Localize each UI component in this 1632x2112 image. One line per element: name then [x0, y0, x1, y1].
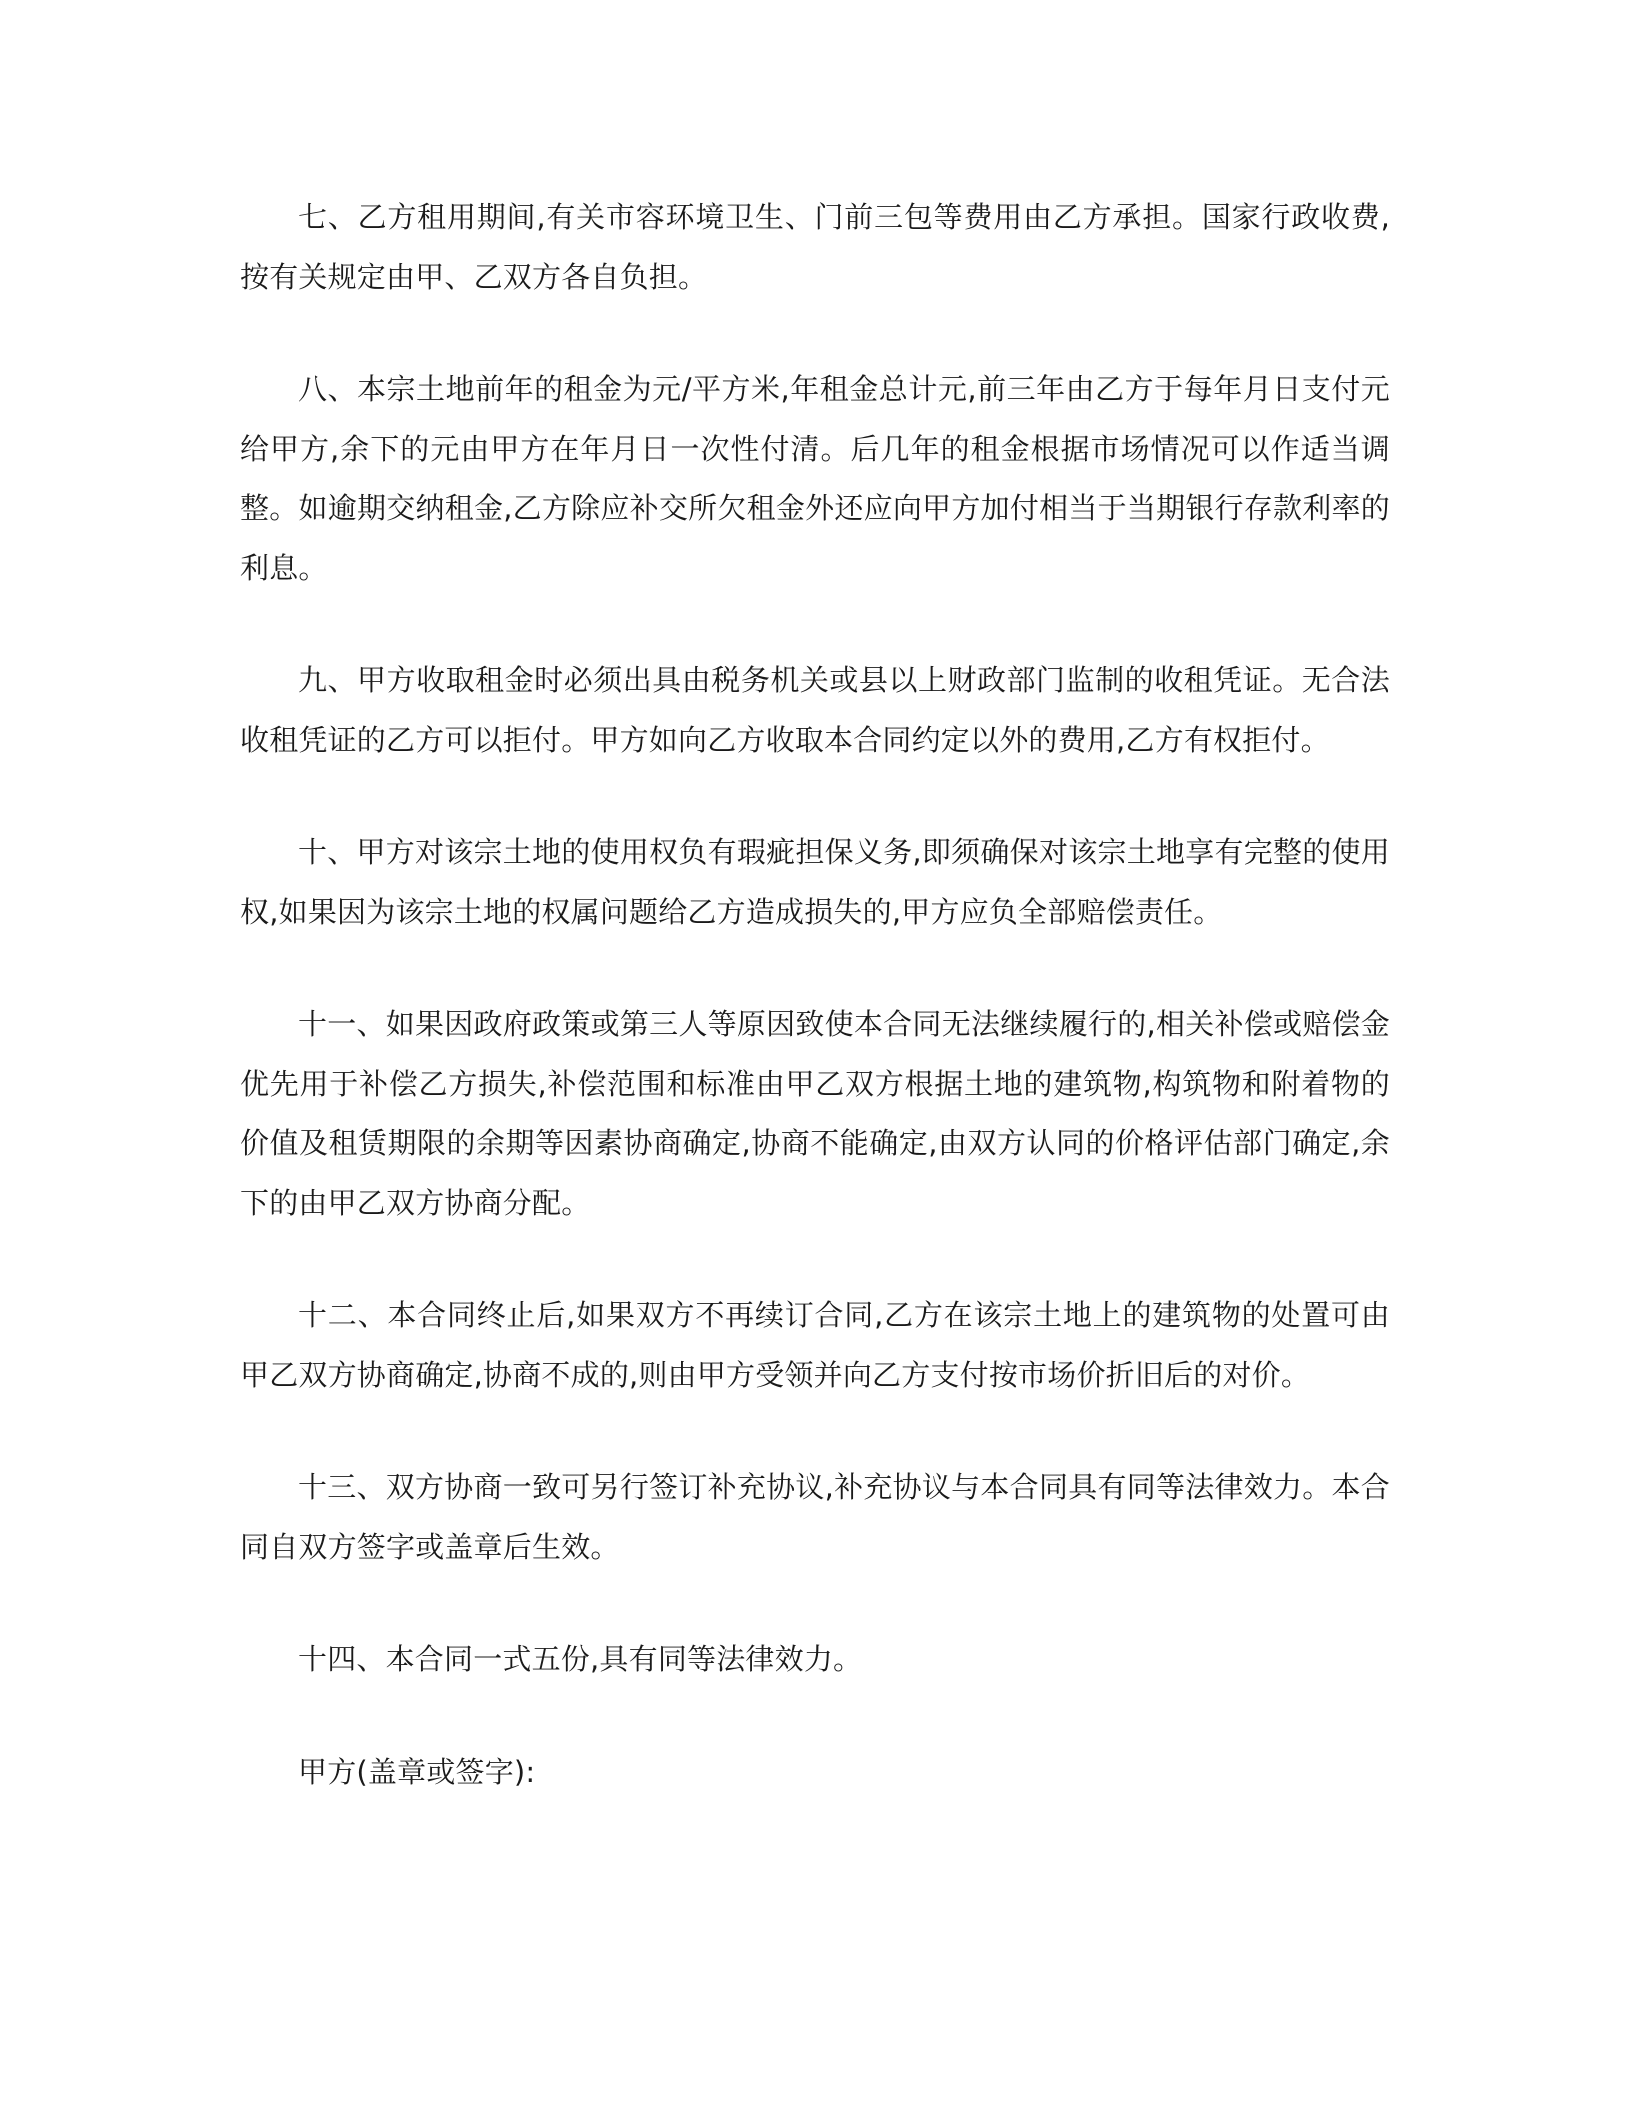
clause-8: 八、本宗土地前年的租金为元/平方米,年租金总计元,前三年由乙方于每年月日支付元给甲方,余下的元由甲方在年月日一次性付清。后几年的租金根据市场情况可以作适当调整。如逾期交纳租金,乙方除应补交所欠租金外还应向甲方加付相当于当期银行存款利率的利息。 — [240, 372, 1390, 585]
clause-14: 十四、本合同一式五份,具有同等法律效力。 — [298, 1642, 863, 1676]
contract-body — [240, 188, 1390, 1802]
clause-10: 十、甲方对该宗土地的使用权负有瑕疵担保义务,即须确保对该宗土地享有完整的使用权,如果因为该宗土地的权属问题给乙方造成损失的,甲方应负全部赔偿责任。 — [240, 835, 1390, 929]
clause-12: 十二、本合同终止后,如果双方不再续订合同,乙方在该宗土地上的建筑物的处置可由甲乙双方协商确定,协商不成的,则由甲方受领并向乙方支付按市场价折旧后的对价。 — [240, 1298, 1390, 1392]
clause-7: 七、乙方租用期间,有关市容环境卫生、门前三包等费用由乙方承担。国家行政收费,按有关规定由甲、乙双方各自负担。 — [240, 200, 1390, 294]
clause-11: 十一、如果因政府政策或第三人等原因致使本合同无法继续履行的,相关补偿或赔偿金优先用于补偿乙方损失,补偿范围和标准由甲乙双方根据土地的建筑物,构筑物和附着物的价值及租赁期限的余期等因素协商确定,协商不能确定,由双方认同的价格评估部门确定,余下的由甲乙双方协商分配。 — [240, 1007, 1390, 1220]
party-a-signature-label: 甲方(盖章或签字): — [298, 1754, 536, 1789]
clause-9: 九、甲方收取租金时必须出具由税务机关或县以上财政部门监制的收租凭证。无合法收租凭证的乙方可以拒付。甲方如向乙方收取本合同约定以外的费用,乙方有权拒付。 — [240, 663, 1390, 757]
clause-13: 十三、双方协商一致可另行签订补充协议,补充协议与本合同具有同等法律效力。本合同自双方签字或盖章后生效。 — [240, 1470, 1390, 1564]
